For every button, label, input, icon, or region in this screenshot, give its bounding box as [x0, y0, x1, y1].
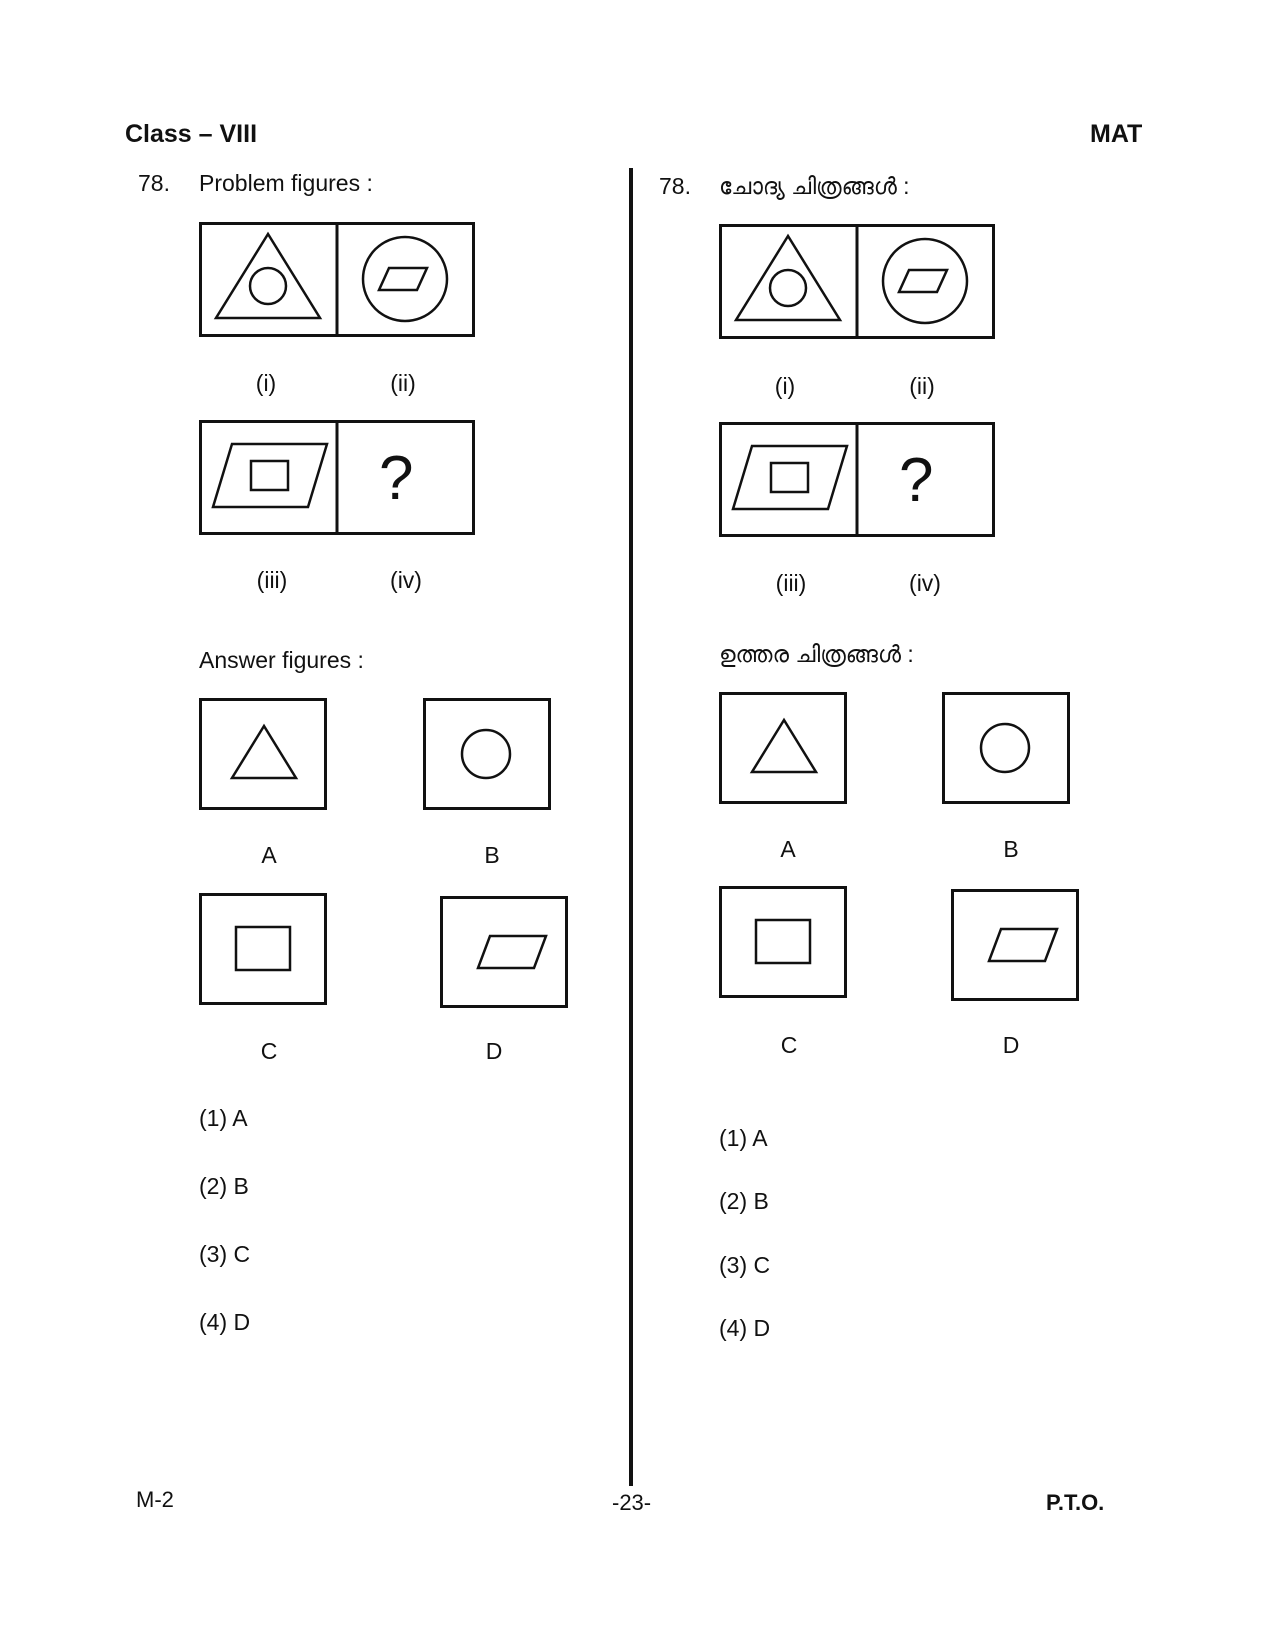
problem-figures-title: ചോദ്യ ചിത്രങ്ങൾ : — [719, 173, 910, 199]
problem-figures-row-1 — [199, 222, 475, 337]
answer-figure-b — [942, 692, 1070, 804]
parallelogram-shape — [989, 929, 1057, 961]
label-i: (i) — [255, 370, 277, 396]
label-c: C — [780, 1032, 798, 1058]
label-iii: (iii) — [256, 567, 288, 593]
circle-shape — [250, 268, 286, 304]
answer-figures-title: Answer figures : — [199, 647, 364, 673]
circle-shape — [883, 239, 967, 323]
option-1[interactable]: (1) A — [719, 1125, 768, 1151]
label-iii: (iii) — [775, 570, 807, 596]
problem-figures-row-1 — [719, 224, 995, 339]
question-mark: ? — [899, 446, 934, 515]
triangle-shape — [216, 234, 320, 318]
triangle-shape — [736, 236, 840, 320]
label-a: A — [780, 836, 796, 862]
parallelogram-shape — [213, 444, 327, 507]
problem-figures-row-2 — [719, 422, 995, 537]
circle-shape — [462, 730, 510, 778]
answer-figure-a — [199, 698, 327, 810]
triangle-shape — [232, 726, 296, 778]
parallelogram-shape — [733, 446, 847, 509]
parallelogram-shape — [478, 936, 546, 968]
subject-header: MAT — [1090, 120, 1143, 148]
label-b: B — [484, 842, 500, 868]
answer-figure-d — [440, 896, 568, 1008]
problem-figures-title: Problem figures : — [199, 170, 373, 196]
answer-figure-c — [719, 886, 847, 998]
answer-figures-title: ഉത്തര ചിത്രങ്ങൾ : — [719, 641, 914, 667]
footer-code: M-2 — [136, 1487, 174, 1512]
question-number: 78. — [138, 170, 170, 196]
label-iv: (iv) — [390, 567, 422, 593]
answer-figure-a — [719, 692, 847, 804]
label-d: D — [485, 1038, 503, 1064]
triangle-shape — [752, 720, 816, 772]
label-iv: (iv) — [909, 570, 941, 596]
circle-shape — [770, 270, 806, 306]
option-4[interactable]: (4) D — [719, 1315, 771, 1341]
square-shape — [251, 461, 288, 490]
circle-shape — [981, 724, 1029, 772]
label-b: B — [1003, 836, 1019, 862]
answer-figure-c — [199, 893, 327, 1005]
label-i: (i) — [774, 373, 796, 399]
label-ii: (ii) — [909, 373, 935, 399]
question-number: 78. — [659, 173, 691, 199]
option-1[interactable]: (1) A — [199, 1105, 248, 1131]
problem-figures-row-2 — [199, 420, 475, 535]
label-a: A — [261, 842, 277, 868]
label-ii: (ii) — [390, 370, 416, 396]
page-number: -23- — [612, 1490, 652, 1515]
parallelogram-shape — [379, 268, 427, 290]
class-header: Class – VIII — [125, 120, 258, 148]
label-c: C — [260, 1038, 278, 1064]
column-divider — [629, 168, 633, 1486]
option-3[interactable]: (3) C — [199, 1241, 251, 1267]
square-shape — [756, 920, 810, 963]
option-4[interactable]: (4) D — [199, 1309, 251, 1335]
square-shape — [236, 927, 290, 970]
option-3[interactable]: (3) C — [719, 1252, 771, 1278]
pto-note: P.T.O. — [1046, 1490, 1105, 1515]
answer-figure-d — [951, 889, 1079, 1001]
option-2[interactable]: (2) B — [199, 1173, 249, 1199]
square-shape — [771, 463, 808, 492]
parallelogram-shape — [899, 270, 947, 292]
answer-figure-b — [423, 698, 551, 810]
circle-shape — [363, 237, 447, 321]
question-mark: ? — [379, 444, 414, 513]
label-d: D — [1002, 1032, 1020, 1058]
option-2[interactable]: (2) B — [719, 1188, 769, 1214]
